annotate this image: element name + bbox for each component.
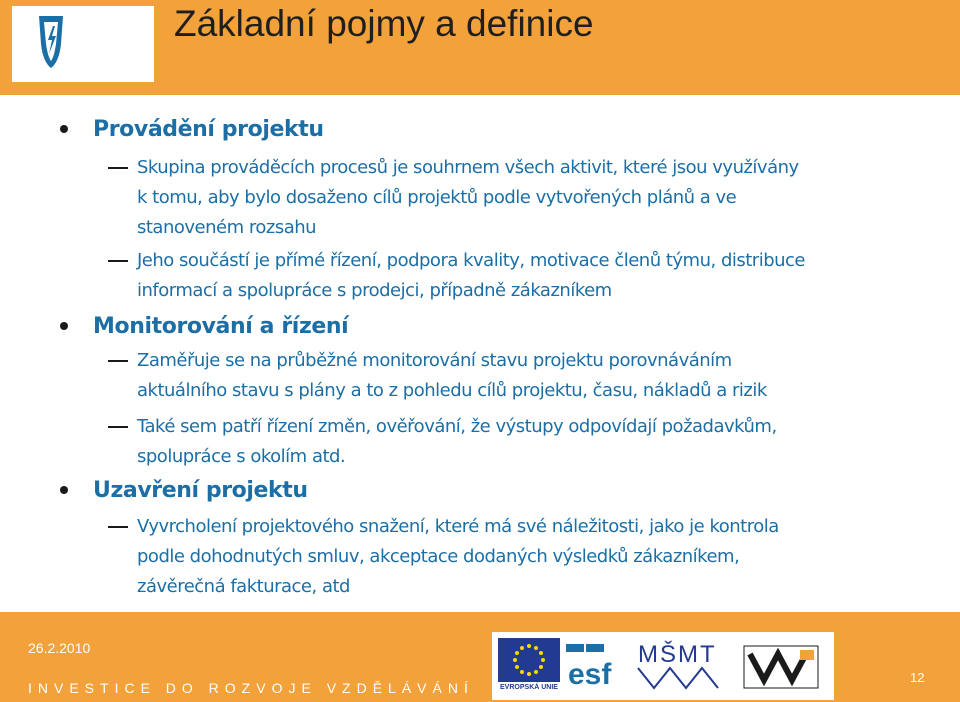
eu-label: EVROPSKÁ UNIE <box>500 684 558 691</box>
list-item: Skupina prováděcích procesů je souhrnem všech aktivit, které jsou využívány k tomu, aby bylo dosaženo cílů projektů podle vytvořených plánů a ve stanoveném rozsahu <box>137 157 799 238</box>
svg-text:MŠMT: MŠMT <box>638 641 717 668</box>
section-heading: Uzavření projektu <box>93 478 308 503</box>
dash-icon <box>108 167 128 169</box>
bullet-icon <box>58 484 70 496</box>
section-heading: Provádění projektu <box>93 117 324 142</box>
bullet-icon <box>58 320 70 332</box>
list-item: Zaměřuje se na průběžné monitorování stavu projektu porovnáváním aktuálního stavu s plány a to z pohledu cílů projektu, času, nákladů a rizik <box>137 350 767 401</box>
slide-date: 26.2.2010 <box>28 640 91 656</box>
section-heading: Monitorování a řízení <box>93 314 349 339</box>
footer-bar <box>0 612 960 702</box>
esf-logo-icon <box>566 644 624 692</box>
page-title: Základní pojmy a definice <box>174 3 594 44</box>
list-item: Vyvrcholení projektového snažení, které má své náležitosti, jako je kontrola podle dohodnutých smluv, akceptace dodaných výsledků zákazníkem, závěrečná fakturace, atd <box>137 516 779 597</box>
bullet-icon <box>58 123 70 135</box>
dash-icon <box>108 526 128 528</box>
dash-icon <box>108 260 128 262</box>
list-item: Také sem patří řízení změn, ověřování, že výstupy odpovídají požadavkům, spolupráce s okolím atd. <box>137 416 777 467</box>
svg-text:esf: esf <box>568 658 612 691</box>
eu-flag-icon <box>498 638 560 682</box>
dash-icon <box>108 360 128 362</box>
msmt-logo-icon <box>634 638 726 694</box>
page-number: 12 <box>910 670 925 685</box>
sponsor-logos <box>492 632 834 700</box>
list-item: Jeho součástí je přímé řízení, podpora kvality, motivace členů týmu, distribuce informací a spolupráce s prodejci, případně zákazníkem <box>137 250 806 301</box>
footer-tagline: INVESTICE DO ROZVOJE VZDĚLÁVÁNÍ <box>28 680 474 696</box>
opvk-logo-icon <box>738 640 824 694</box>
dash-icon <box>108 426 128 428</box>
